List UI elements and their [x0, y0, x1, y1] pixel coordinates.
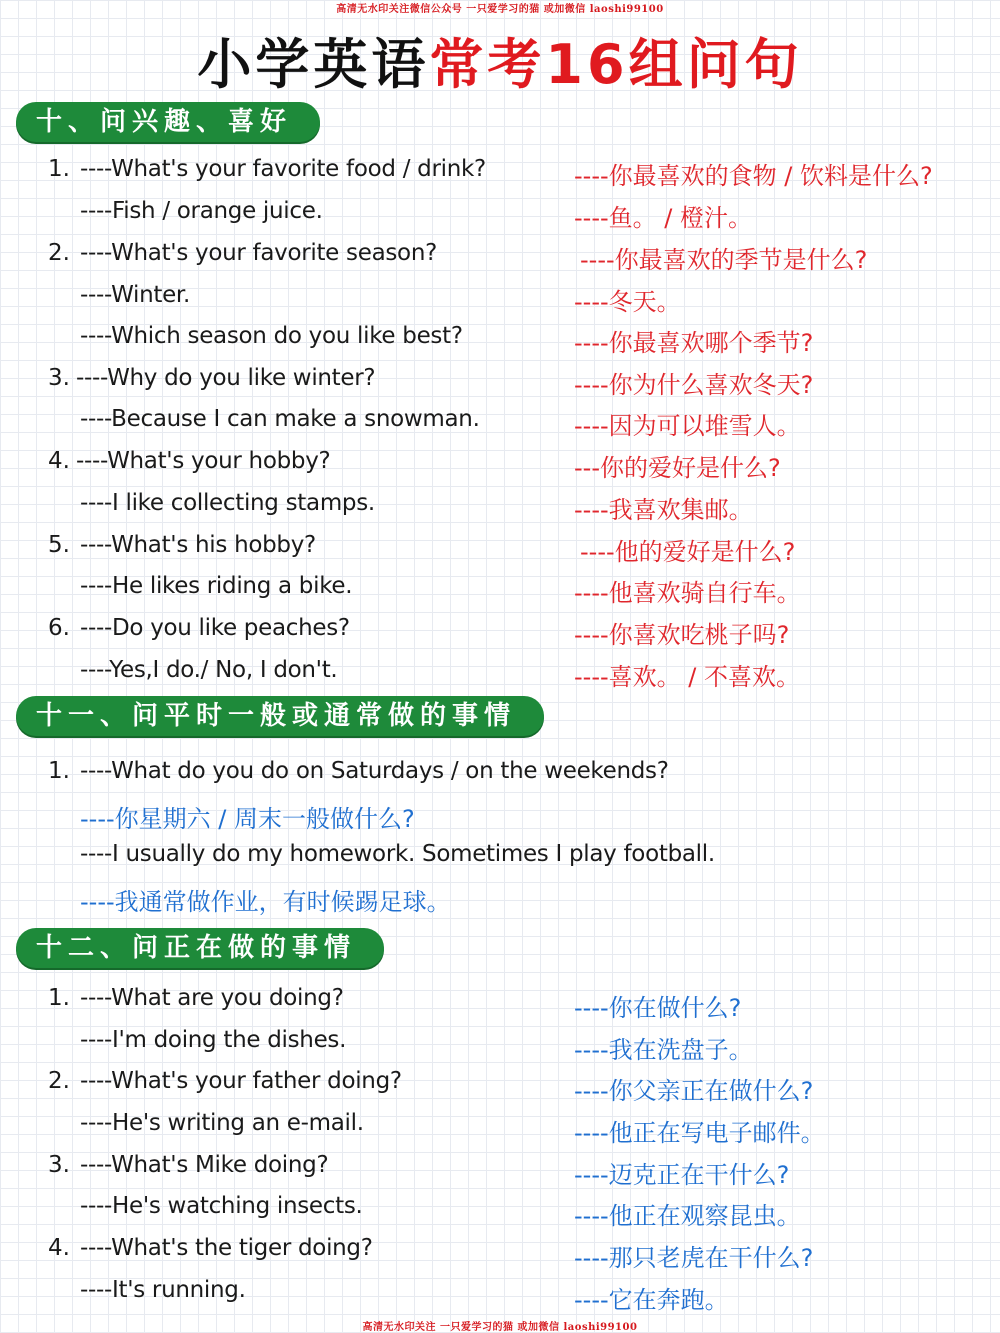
- chinese-translation: ----你父亲正在做什么?: [574, 1077, 814, 1105]
- english-line: ----Why do you like winter?: [76, 365, 376, 391]
- english-line: ----What's your favorite food / drink?: [80, 156, 486, 182]
- item-number: 3.: [48, 365, 70, 391]
- chinese-translation: ----他的爱好是什么?: [580, 538, 796, 566]
- english-line: ----Which season do you like best?: [80, 323, 463, 349]
- chinese-translation: ----你为什么喜欢冬天?: [574, 371, 814, 399]
- english-line: ----I like collecting stamps.: [80, 490, 375, 516]
- chinese-translation: ----它在奔跑。: [574, 1286, 729, 1314]
- chinese-translation: ----他正在写电子邮件。: [574, 1119, 825, 1147]
- chinese-translation: ----你最喜欢哪个季节?: [574, 329, 814, 357]
- watermark-bottom: 高清无水印关注 一只爱学习的猫 或加微信 laoshi99100: [362, 1322, 638, 1333]
- watermark-top: 高清无水印关注微信公众号 一只爱学习的猫 或加微信 laoshi99100: [336, 4, 664, 15]
- chinese-translation: ----他正在观察昆虫。: [574, 1202, 801, 1230]
- item-number: 3.: [48, 1152, 70, 1178]
- english-line: ----What do you do on Saturdays / on the weekends?: [80, 758, 669, 784]
- english-line: ----He's watching insects.: [80, 1193, 363, 1219]
- english-line: ----Fish / orange juice.: [80, 198, 323, 224]
- chinese-translation: ---你的爱好是什么?: [574, 454, 781, 482]
- english-line: ----Because I can make a snowman.: [80, 406, 480, 432]
- item-number: 4.: [48, 1235, 70, 1261]
- chinese-translation: ----你星期六 / 周末一般做什么?: [80, 805, 415, 833]
- chinese-translation: ----我在洗盘子。: [574, 1036, 753, 1064]
- section-heading-10: 十、问兴趣、喜好: [16, 102, 320, 142]
- english-line: ----He likes riding a bike.: [80, 573, 353, 599]
- section-heading-11: 十一、问平时一般或通常做的事情: [16, 696, 544, 736]
- chinese-translation: ----你最喜欢的季节是什么?: [580, 246, 868, 274]
- chinese-translation: ----你喜欢吃桃子吗?: [574, 621, 790, 649]
- english-line: ----I usually do my homework. Sometimes I play football.: [80, 841, 715, 867]
- item-number: 2.: [48, 1068, 70, 1094]
- english-line: ----I'm doing the dishes.: [80, 1027, 347, 1053]
- chinese-translation: ----我喜欢集邮。: [574, 496, 753, 524]
- english-line: ----What's your favorite season?: [80, 240, 438, 266]
- english-line: ----Yes,I do./ No, I don't.: [80, 657, 338, 683]
- chinese-translation: ----我通常做作业，有时候踢足球。: [80, 888, 451, 916]
- chinese-translation: ----因为可以堆雪人。: [574, 412, 801, 440]
- item-number: 1.: [48, 985, 70, 1011]
- item-number: 5.: [48, 532, 70, 558]
- english-line: ----It's running.: [80, 1277, 246, 1303]
- english-line: ----What's Mike doing?: [80, 1152, 329, 1178]
- chinese-translation: ----他喜欢骑自行车。: [574, 579, 801, 607]
- item-number: 2.: [48, 240, 70, 266]
- english-line: ----What's your hobby?: [76, 448, 331, 474]
- item-number: 4.: [48, 448, 70, 474]
- chinese-translation: ----那只老虎在干什么?: [574, 1244, 814, 1272]
- section-heading-12: 十二、问正在做的事情: [16, 928, 384, 968]
- item-number: 1.: [48, 758, 70, 784]
- chinese-translation: ----喜欢。 / 不喜欢。: [574, 663, 800, 691]
- title-part-1: 小学英语: [197, 33, 430, 96]
- chinese-translation: ----你最喜欢的食物 / 饮料是什么?: [574, 162, 933, 190]
- chinese-translation: ----你在做什么?: [574, 994, 742, 1022]
- chinese-translation: ----冬天。: [574, 288, 681, 316]
- english-line: ----Winter.: [80, 282, 190, 308]
- chinese-translation: ----迈克正在干什么?: [574, 1161, 790, 1189]
- page-title: [0, 22, 1000, 99]
- english-line: ----Do you like peaches?: [80, 615, 350, 641]
- english-line: ----What are you doing?: [80, 985, 344, 1011]
- item-number: 6.: [48, 615, 70, 641]
- english-line: ----What's the tiger doing?: [80, 1235, 373, 1261]
- english-line: ----What's his hobby?: [80, 532, 316, 558]
- item-number: 1.: [48, 156, 70, 182]
- chinese-translation: ----鱼。 / 橙汁。: [574, 204, 752, 232]
- english-line: ----He's writing an e-mail.: [80, 1110, 364, 1136]
- english-line: ----What's your father doing?: [80, 1068, 402, 1094]
- title-part-2: 常考16组问句: [429, 33, 803, 96]
